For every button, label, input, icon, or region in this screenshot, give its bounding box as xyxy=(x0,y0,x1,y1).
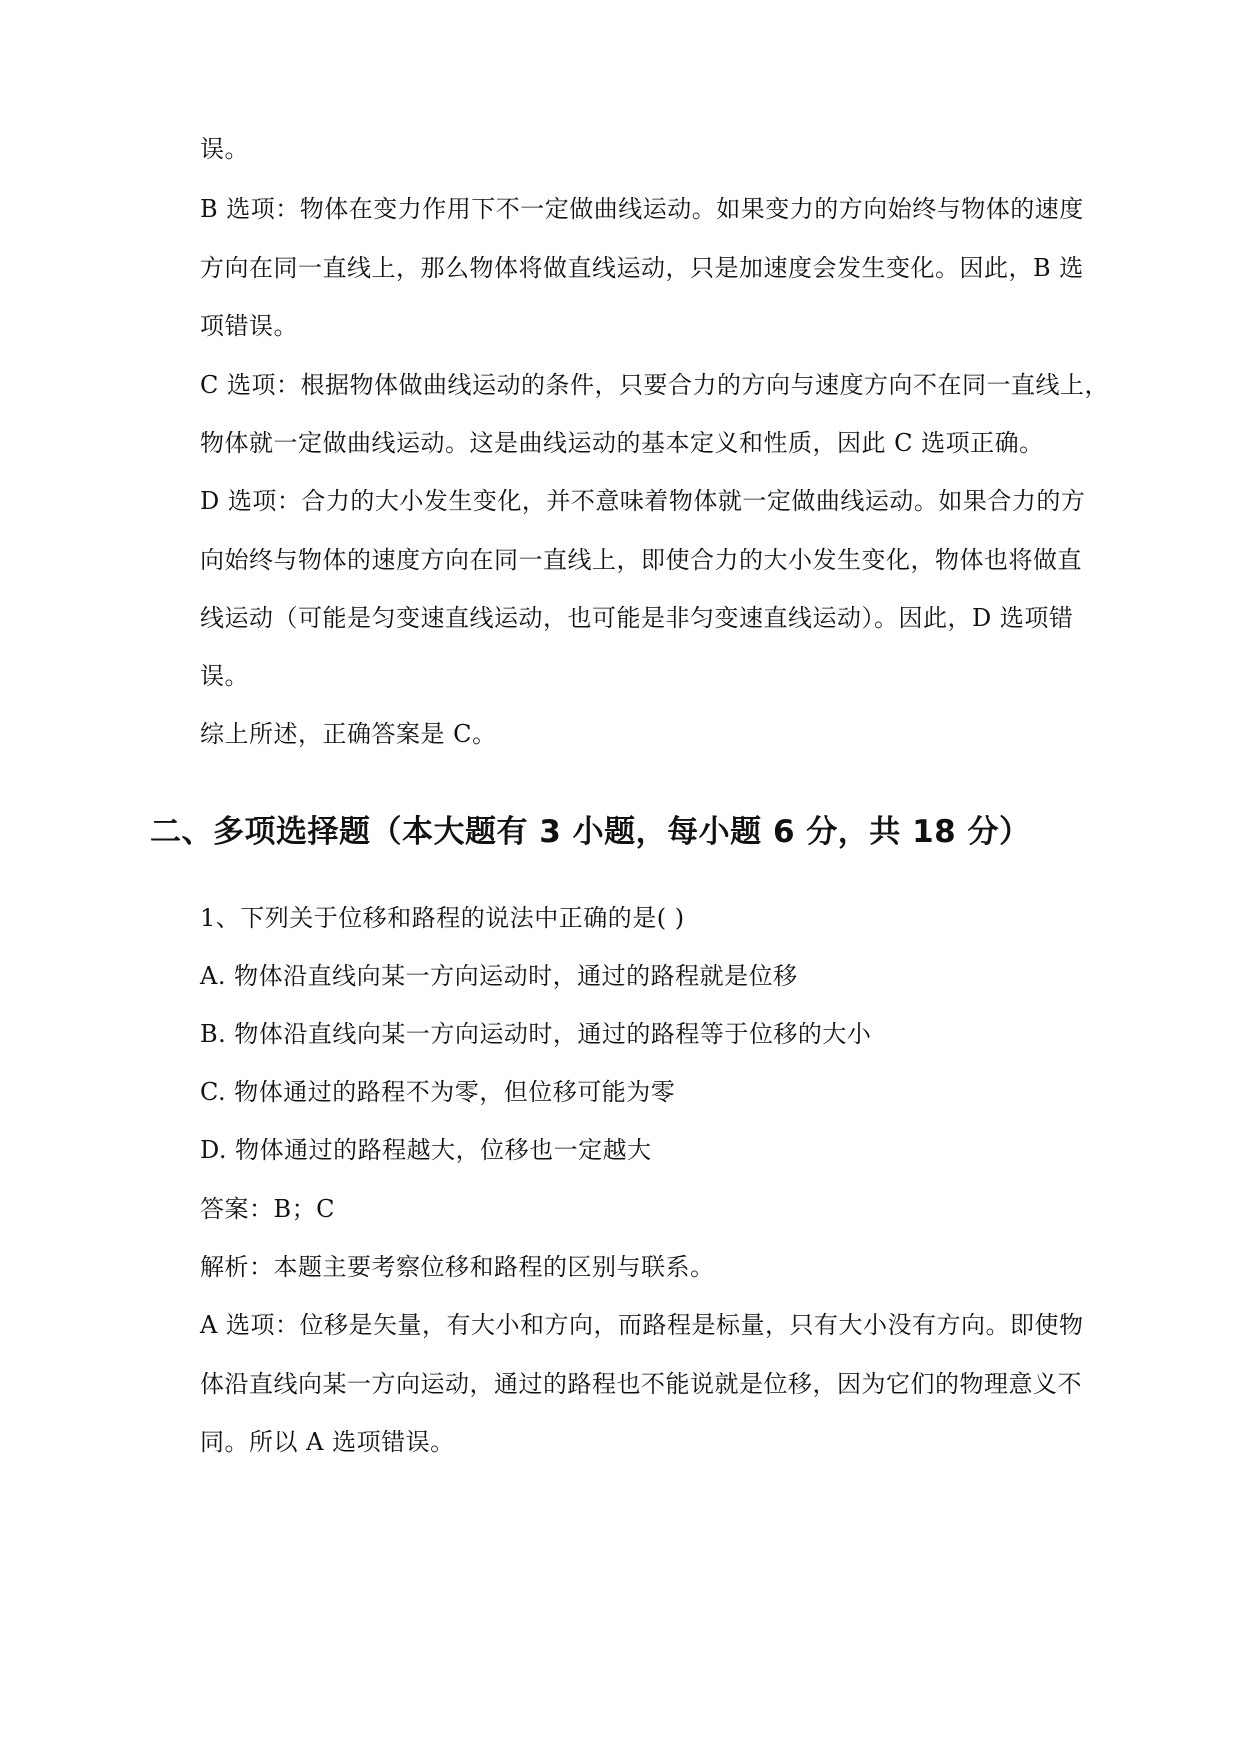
analysis-intro: 解析：本题主要考察位移和路程的区别与联系。 xyxy=(200,1253,715,1281)
analysis-a-line-1: A 选项：位移是矢量，有大小和方向，而路程是标量，只有大小没有方向。即使物 xyxy=(200,1311,1084,1339)
analysis-d-line-2: 向始终与物体的速度方向在同一直线上，即使合力的大小发生变化，物体也将做直 xyxy=(200,546,1082,574)
analysis-d-line-1: D 选项：合力的大小发生变化，并不意味着物体就一定做曲线运动。如果合力的方 xyxy=(200,487,1086,515)
analysis-b-line-2: 方向在同一直线上，那么物体将做直线运动，只是加速度会发生变化。因此，B 选 xyxy=(200,254,1084,282)
analysis-c-line-2: 物体就一定做曲线运动。这是曲线运动的基本定义和性质，因此 C 选项正确。 xyxy=(200,429,1044,457)
analysis-a-line-2: 体沿直线向某一方向运动，通过的路程也不能说就是位移，因为它们的物理意义不 xyxy=(200,1370,1082,1398)
analysis-b-line-1: B 选项：物体在变力作用下不一定做曲线运动。如果变力的方向始终与物体的速度 xyxy=(200,195,1084,223)
analysis-a-tail: 误。 xyxy=(200,135,249,163)
option-d: D. 物体通过的路程越大，位移也一定越大 xyxy=(200,1136,652,1164)
analysis-summary: 综上所述，正确答案是 C。 xyxy=(200,720,497,748)
analysis-d-line-4: 误。 xyxy=(200,662,249,690)
option-c: C. 物体通过的路程不为零，但位移可能为零 xyxy=(200,1078,676,1106)
option-b: B. 物体沿直线向某一方向运动时，通过的路程等于位移的大小 xyxy=(200,1020,872,1048)
analysis-b-line-3: 项错误。 xyxy=(200,312,298,340)
question-stem: 1、下列关于位移和路程的说法中正确的是( ) xyxy=(200,904,685,932)
section-heading: 二、多项选择题（本大题有 3 小题，每小题 6 分，共 18 分） xyxy=(150,814,1031,850)
analysis-c-line-1: C 选项：根据物体做曲线运动的条件，只要合力的方向与速度方向不在同一直线上， xyxy=(200,371,1109,399)
option-a: A. 物体沿直线向某一方向运动时，通过的路程就是位移 xyxy=(200,962,798,990)
answer-line: 答案：B；C xyxy=(200,1195,335,1223)
analysis-a-line-3: 同。所以 A 选项错误。 xyxy=(200,1428,455,1456)
analysis-d-line-3: 线运动（可能是匀变速直线运动，也可能是非匀变速直线运动）。因此，D 选项错 xyxy=(200,604,1074,632)
